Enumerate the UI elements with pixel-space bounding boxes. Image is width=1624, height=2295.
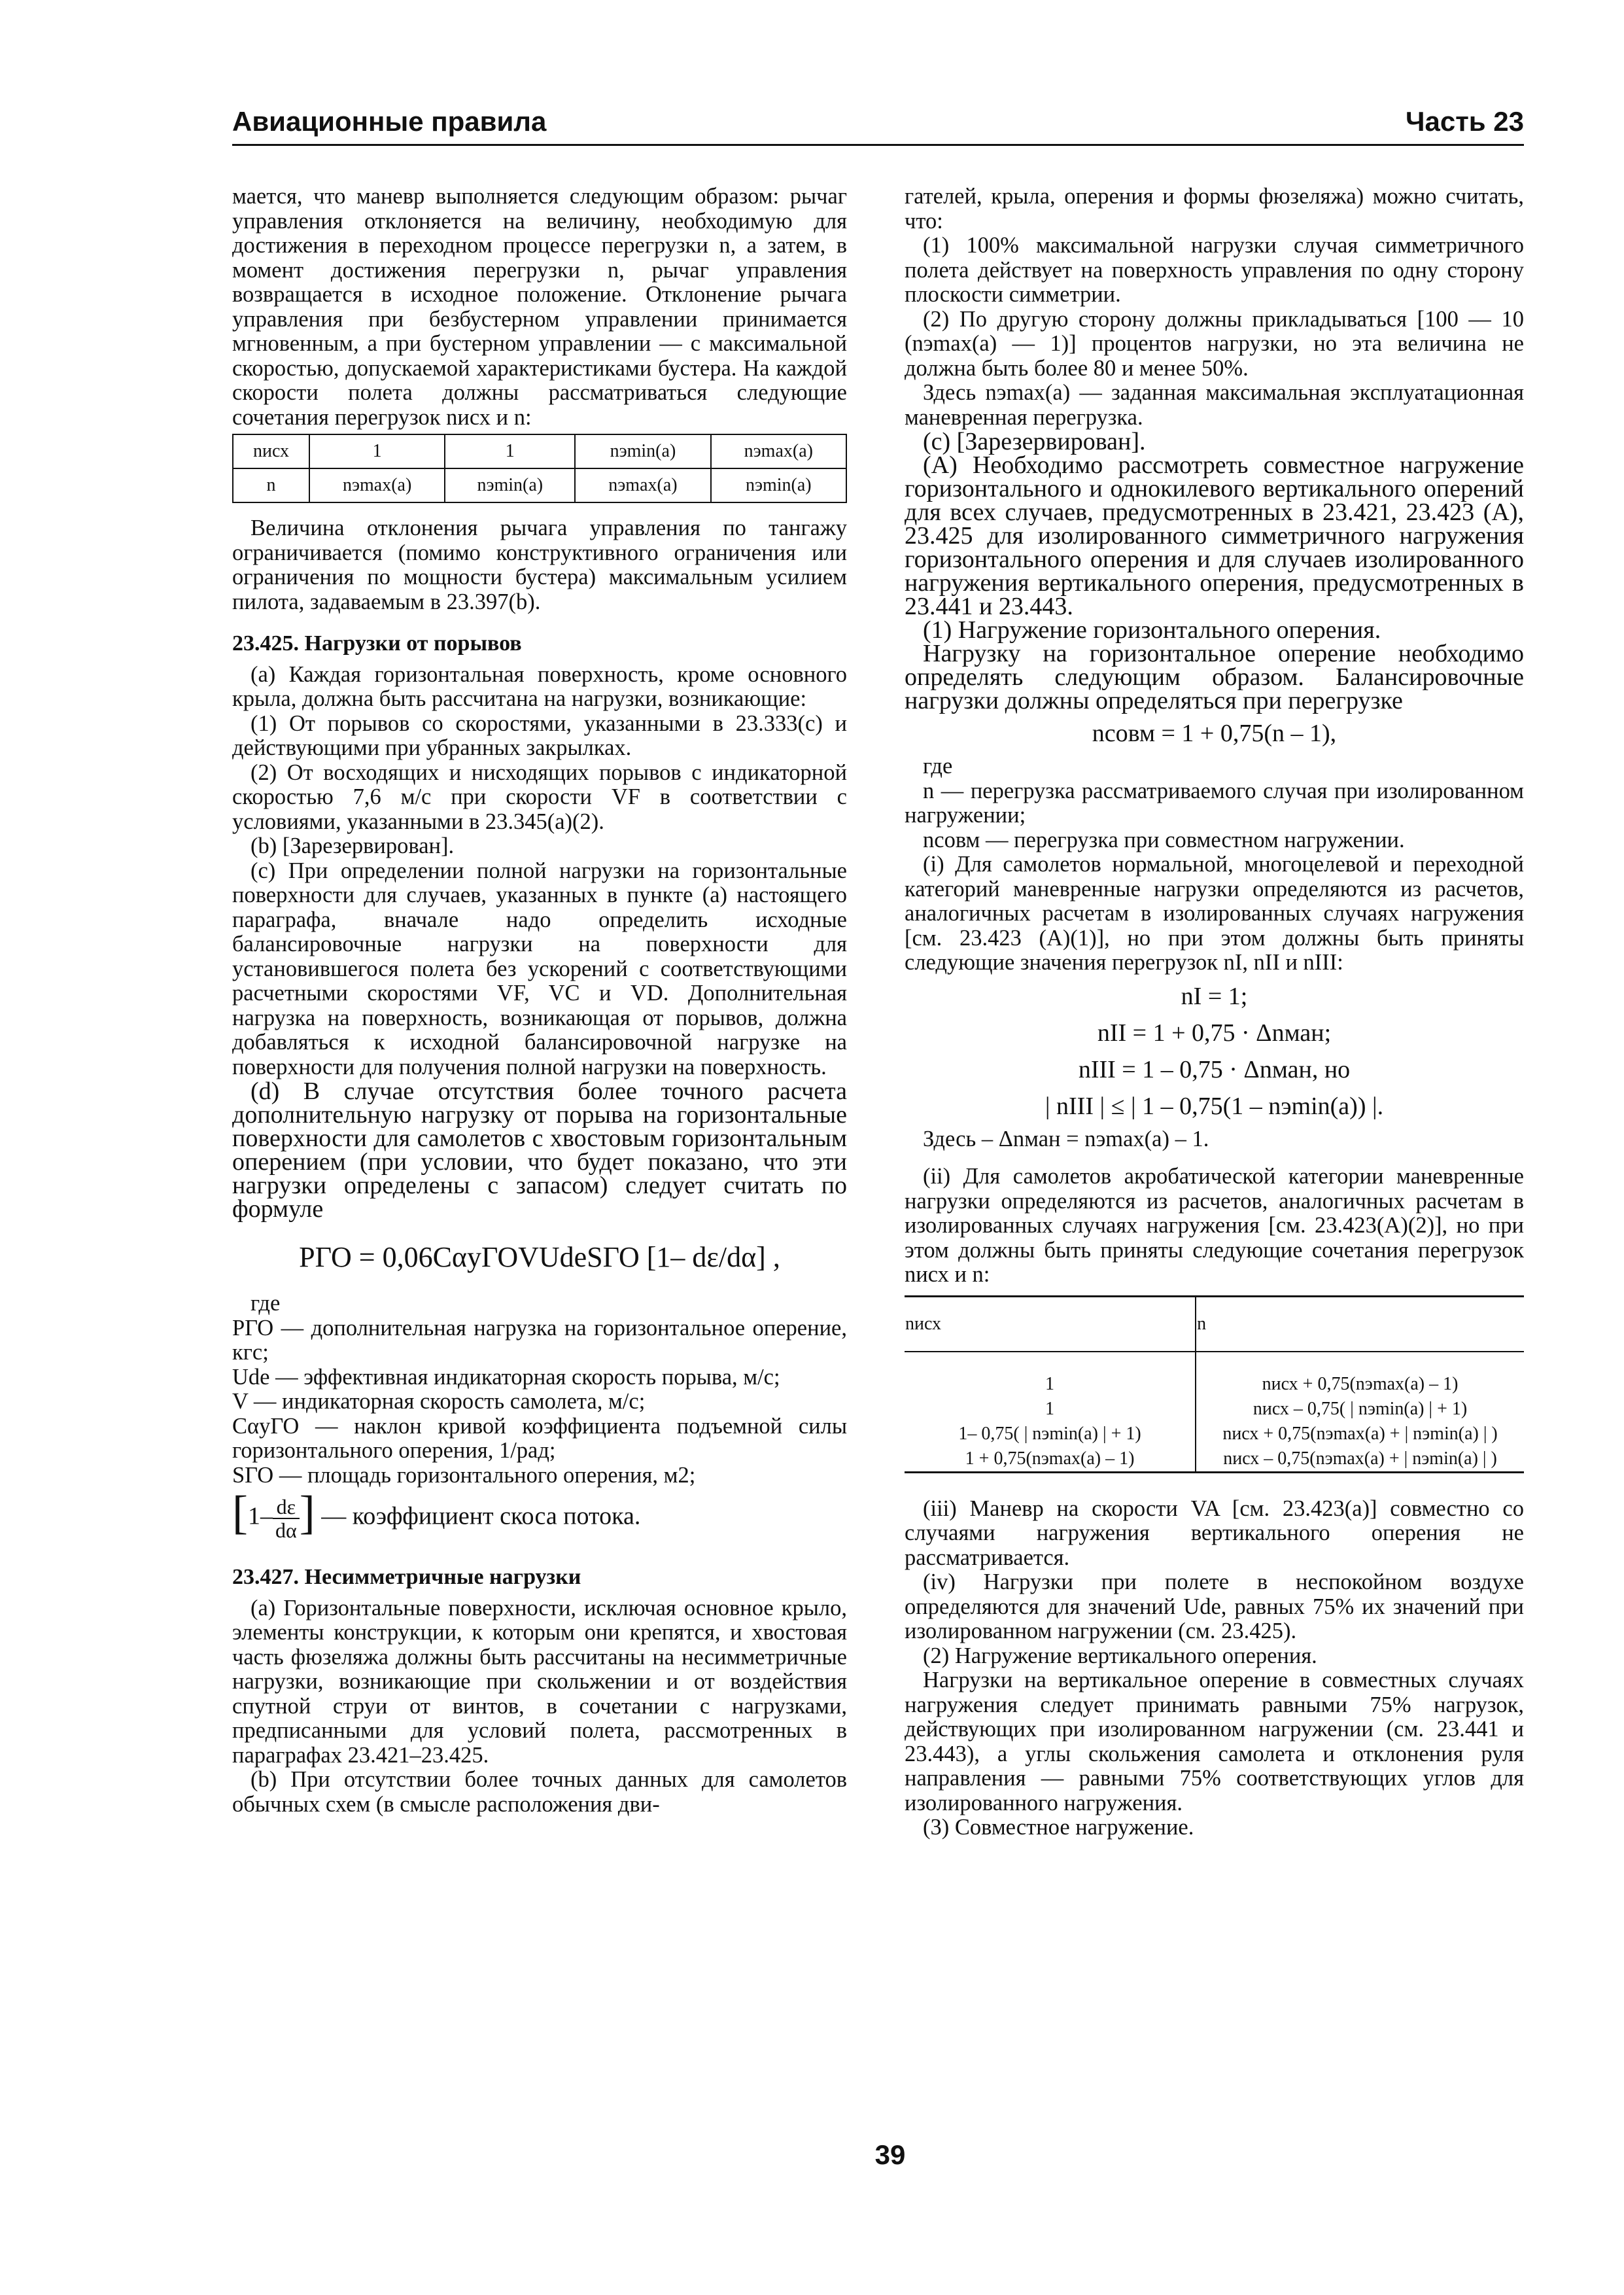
paragraph: (2) От восходящих и нисходящих порывов с индикаторной скоростью 7,6 м/с при скорости VF в соответствии с условиями, указанными в 23.345(a)(2). [232,760,847,834]
column-header: nисх [905,1296,1196,1352]
paragraph: (a) Каждая горизонтальная поверхность, кроме основного крыла, должна быть рассчитана на нагрузки, возникающие: [232,661,847,711]
running-header [232,98,1524,146]
page-number: 39 [874,2139,906,2170]
table-cell: nисх + 0,75(nэmax(a) – 1) [1196,1352,1524,1397]
table-cell: 1 [1045,1398,1055,1419]
table-cell: nэmin(a) [445,468,575,502]
gust-load-formula: PГО = 0,06CαуГОVUdeSГО [1– dε/dα] , [299,1241,780,1273]
intro-paragraph: мается, что маневр выполняется следующим образом: рычаг управления отклоняется на величину, необходимую для достижения в переходном процессе перегрузки n, а затем, в момент достижения перегрузки n, рычаг управления возвращается в исходное положение. Отклонение рычага управления при безбустерном управлении принимается мгновенным, а при бустерном управлении — с максимальной скоростью, допускаемой характеристиками бустера. На каждой скорости полета должны рассматриваться следующие сочетания перегрузок nисх и n: [232,184,847,430]
table-row [905,1352,1524,1397]
paragraph: гателей, крыла, оперения и формы фюзеляжа) можно считать, что: [905,184,1524,234]
paragraph: (c) При определении полной нагрузки на горизонтальные поверхности для случаев, указанных в пункте (a) настоящего параграфа, вначале надо определить исходные балансировочные нагрузки на поверхности для установившегося полета без ускорений с соответствующими расчетными скоростями VF, VC и VD. Дополнительная нагрузка на поверхность, возникающая от порывов, должна добавляться к исходной балансировочной нагрузке на поверхности для получения полной нагрузки на поверхность. [232,858,847,1079]
definition: Ude — эффективная индикаторная скорость порыва, м/с; [232,1364,780,1390]
table-cell: n [233,468,309,502]
table-row [233,434,846,468]
table-cell: nисх – 0,75(nэmax(a) + | nэmin(a) | ) [1196,1446,1524,1473]
paragraph: (3) Совместное нагружение. [923,1815,1194,1840]
downwash-definition: [1– $\frac{d\varepsilon}{d\alpha}$ ] — коэффициент скоса потока. [232,1486,641,1542]
paragraph: (d) В случае отсутствия более точного расчета дополнительную нагрузку от порыва на горизонтальные поверхности для самолетов с хвостовым горизонтальным оперением (при условии, что будет показано, что эти нагрузки определены с запасом) следует считать по формуле [232,1077,847,1223]
paragraph: (c) [Зарезервирован]. [923,428,1146,455]
left-column [232,184,847,1817]
definition-text: — коэффициент скоса потока. [321,1502,641,1530]
section-heading-23-427: 23.427. Несимметричные нагрузки [232,1565,581,1589]
paragraph: (a) Горизонтальные поверхности, исключая основное крыло, элементы конструкции, к которым они крепятся, и хвостовая часть фюзеляжа должны быть рассчитаны на несимметричные нагрузки, возникающие при скольжении и от воздействия спутной струи от винтов, в сочетании с нагрузками, предписанными для условий полета, рассмотренных в параграфах 23.421–23.425. [232,1595,847,1768]
table-cell: 1– 0,75( | nэmin(a) | + 1) [958,1423,1141,1444]
definition: nсовм — перегрузка при совместном нагружении. [923,827,1405,852]
equation: nII = 1 + 0,75 · Δnман; [1097,1019,1332,1047]
table-cell: nэmax(a) [711,434,846,468]
spacer [905,1151,1524,1165]
definition: V — индикаторная скорость самолета, м/с; [232,1389,646,1414]
fraction [273,1496,300,1541]
definition: n — перегрузка рассматриваемого случая при изолированном нагружении; [905,778,1524,828]
paragraph: (1) От порывов со скоростями, указанными в 23.333(c) и действующими при убранных закрылках. [232,710,847,760]
header-document-title: Авиационные правила [232,106,547,137]
definition: PГО — дополнительная нагрузка на горизонтальное оперение, кгс; [232,1315,847,1365]
paragraph: (ii) Для самолетов акробатической категории маневренные нагрузки определяются из расчетов, аналогичных расчетам в изолированных случаях нагружения [см. 23.423(A)(2)], но при этом должны быть приняты следующие сочетания перегрузок nисх и n: [905,1164,1524,1287]
paragraph: (i) Для самолетов нормальной, многоцелевой и переходной категорий маневренные нагрузки определяются из расчетов, аналогичных расчетам в изолированных случаях нагружения [см. 23.423 (A)(1)], но при этом должны быть приняты следующие значения перегрузок nI, nII и nIII: [905,852,1524,975]
bracket-close-glyph: ] [299,1486,315,1539]
table-row [905,1446,1524,1473]
paragraph: Нагрузку на горизонтальное оперение необходимо определять следующим образом. Балансировочные нагрузки должны определяться при перегрузке [905,640,1524,714]
table-cell: nэmin(a) [575,434,710,468]
paragraph: (b) [Зарезервирован]. [251,833,455,858]
fraction-denominator: dα [275,1518,297,1542]
table-cell: 1 [445,434,575,468]
equation: nI = 1; [1181,982,1248,1010]
table-row [905,1397,1524,1422]
paragraph: Здесь – Δnман = nэmax(a) – 1. [923,1126,1209,1151]
paragraph: где [251,1291,281,1316]
paragraph: (b) При отсутствии более точных данных для самолетов обычных схем (в смысле расположения дви- [232,1767,847,1817]
table-cell: 1 [1045,1373,1055,1394]
paragraph: (1) 100% максимальной нагрузки случая симметричного полета действует на поверхность управления по одну сторону плоскости симметрии. [905,233,1524,307]
table-cell: nисх + 0,75(nэmax(a) + | nэmin(a) | ) [1196,1422,1524,1446]
table-cell: nэmax(a) [309,468,445,502]
load-combinations-table [232,434,847,503]
table-cell: nисх – 0,75( | nэmin(a) | + 1) [1196,1397,1524,1422]
section-heading-23-425: 23.425. Нагрузки от порывов [232,631,522,656]
paragraph: (iv) Нагрузки при полете в неспокойном воздухе определяются для значений Ude, равных 75% их значений при изолированном нагружении (см. 23.425). [905,1569,1524,1643]
paragraph: где [923,754,953,779]
definition: CαуГО — наклон кривой коэффициента подъемной силы горизонтального оперения, 1/рад; [232,1413,847,1463]
table-cell: nисх [233,434,309,468]
bracket-open-glyph: [ [232,1486,248,1539]
equation: | nIII | ≤ | 1 – 0,75(1 – nэmin(a)) |. [1045,1092,1384,1120]
aerobatic-load-table [905,1295,1524,1473]
column-header: n [1196,1296,1524,1352]
paragraph: (1) Нагружение горизонтального оперения. [923,616,1381,644]
table-cell: 1 [309,434,445,468]
paragraph: Нагрузки на вертикальное оперение в совместных случаях нагружения следует принимать равными 75% нагрузок, действующих при изолированном нагружении (см. 23.441 и 23.443), а углы скольжения самолета и отклонения руля направления — равными 75% соответствующих углов для изолированного нагружения. [905,1668,1524,1815]
table-row [233,468,846,502]
fraction-numerator: dε [273,1496,300,1519]
paragraph: Здесь nэmax(a) — заданная максимальная эксплуатационная маневренная перегрузка. [905,380,1524,430]
combined-load-formula: nсовм = 1 + 0,75(n – 1), [1092,720,1337,747]
table-cell: nэmax(a) [575,468,710,502]
table-row [905,1422,1524,1446]
equation: nIII = 1 – 0,75 · Δnман, но [1078,1055,1351,1083]
definition: SГО — площадь горизонтального оперения, м2; [232,1462,696,1488]
table-cell: nэmin(a) [711,468,846,502]
table-cell: 1 + 0,75(nэmax(a) – 1) [905,1446,1196,1473]
paragraph: (2) Нагружение вертикального оперения. [923,1643,1317,1668]
paragraph: (2) По другую сторону должны прикладываться [100 — 10 (nэmax(a) — 1)] процентов нагрузки, но эта величина не должна быть более 80 и менее 50%. [905,306,1524,381]
paragraph: Величина отклонения рычага управления по тангажу ограничивается (помимо конструктивного ограничения или ограничения по мощности бустера) максимальным усилием пилота, задаваемым в 23.397(b). [232,516,847,614]
paragraph: (iii) Маневр на скорости VA [см. 23.423(a)] совместно со случаями нагружения вертикального оперения не рассматривается. [905,1496,1524,1570]
right-column [905,184,1524,1840]
header-part-number: Часть 23 [1405,106,1524,137]
paragraph: (A) Необходимо рассмотреть совместное нагружение горизонтального и однокилевого вертикального оперений для всех случаев, предусмотренных в 23.421, 23.423 (A), 23.425 для изолированного симметричного нагружения горизонтального оперения и для случаев изолированного нагружения вертикального оперения, предусмотренных в 23.441 и 23.443. [905,451,1524,620]
table-header-row [905,1296,1524,1352]
